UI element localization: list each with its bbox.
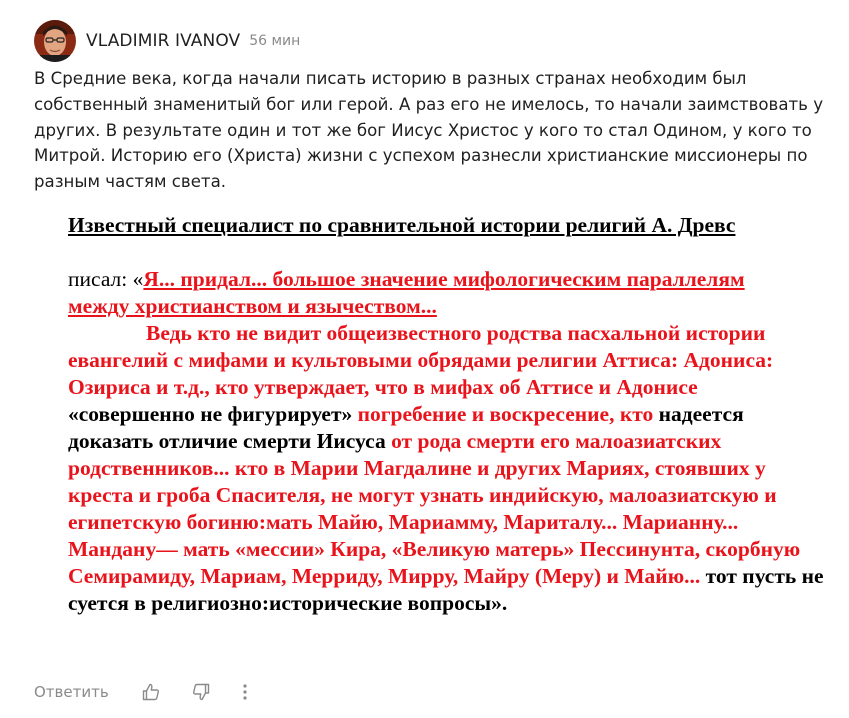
more-vertical-icon [242,683,248,701]
scan-p2: «совершенно не фигурирует» [68,402,353,426]
scan-paragraph [68,320,828,617]
comment-text: В Средние века, когда начали писать историю в разных странах необходим был собственный знаменитый бог или герой. А раз его не имелось, то начали заимствовать у других. В результате один и тот же бог Иисус Христос у кого то стал Одином, у кого то Митрой. Историю его (Христа) жизни с успехом разнесли христианские миссионеры по разным частям света. [34,69,824,192]
scan-quote-line-1 [68,266,828,293]
scan-title: Известный специалист по сравнительной истории религий А. Древс [68,213,736,237]
scan-p3: погребение и воскресение, кто [352,402,659,426]
scan-quote-1b: между христианством и язычеством... [68,294,437,318]
scan-p4: надеется доказать отличие смерти Иисуса [68,402,744,453]
more-button[interactable] [231,678,259,706]
author-name[interactable]: VLADIMIR IVANOV [86,31,241,51]
scan-p6: тот пусть не суется в религиозно:исторические вопросы». [68,564,824,615]
thumbs-down-icon [191,682,211,702]
scan-p1: Ведь кто не видит общеизвестного родства пасхальной истории евангелий с мифами и культовыми обрядами религии Аттиса: Адониса: Озириса и т.д., кто утверждает, что в мифах об Аттисе и Адонисе [68,321,774,399]
comment-time: 56 мин [249,33,301,49]
comment-actions [34,678,259,706]
dislike-button[interactable] [187,678,215,706]
scan-intro: писал: « [68,267,144,291]
like-button[interactable] [137,678,165,706]
scan-quote-line-2 [68,293,828,320]
quoted-scan [68,212,828,617]
avatar[interactable] [34,20,76,62]
scan-quote-1a: Я... придал... большое значение мифологическим параллелям [143,267,745,291]
comment-header [34,20,300,62]
thumbs-up-icon [141,682,161,702]
avatar-image [34,20,76,62]
scan-p5: от рода смерти его малоазиатских родственников... кто в Марии Магдалине и других Мариях, стоявших у креста и гроба Спасителя, не могут узнать индийскую, малоазиатскую и египетскую богиню:мать Майю, Мариамму, Мариталу... Марианну... Мандану— мать «мессии» Кира, «Великую матерь» Пессинунта, скорбную Семирамиду, Мариам, Мерриду, Мирру, Майру (Меру) и Майю... [68,429,801,588]
reply-button[interactable]: Ответить [34,683,109,701]
